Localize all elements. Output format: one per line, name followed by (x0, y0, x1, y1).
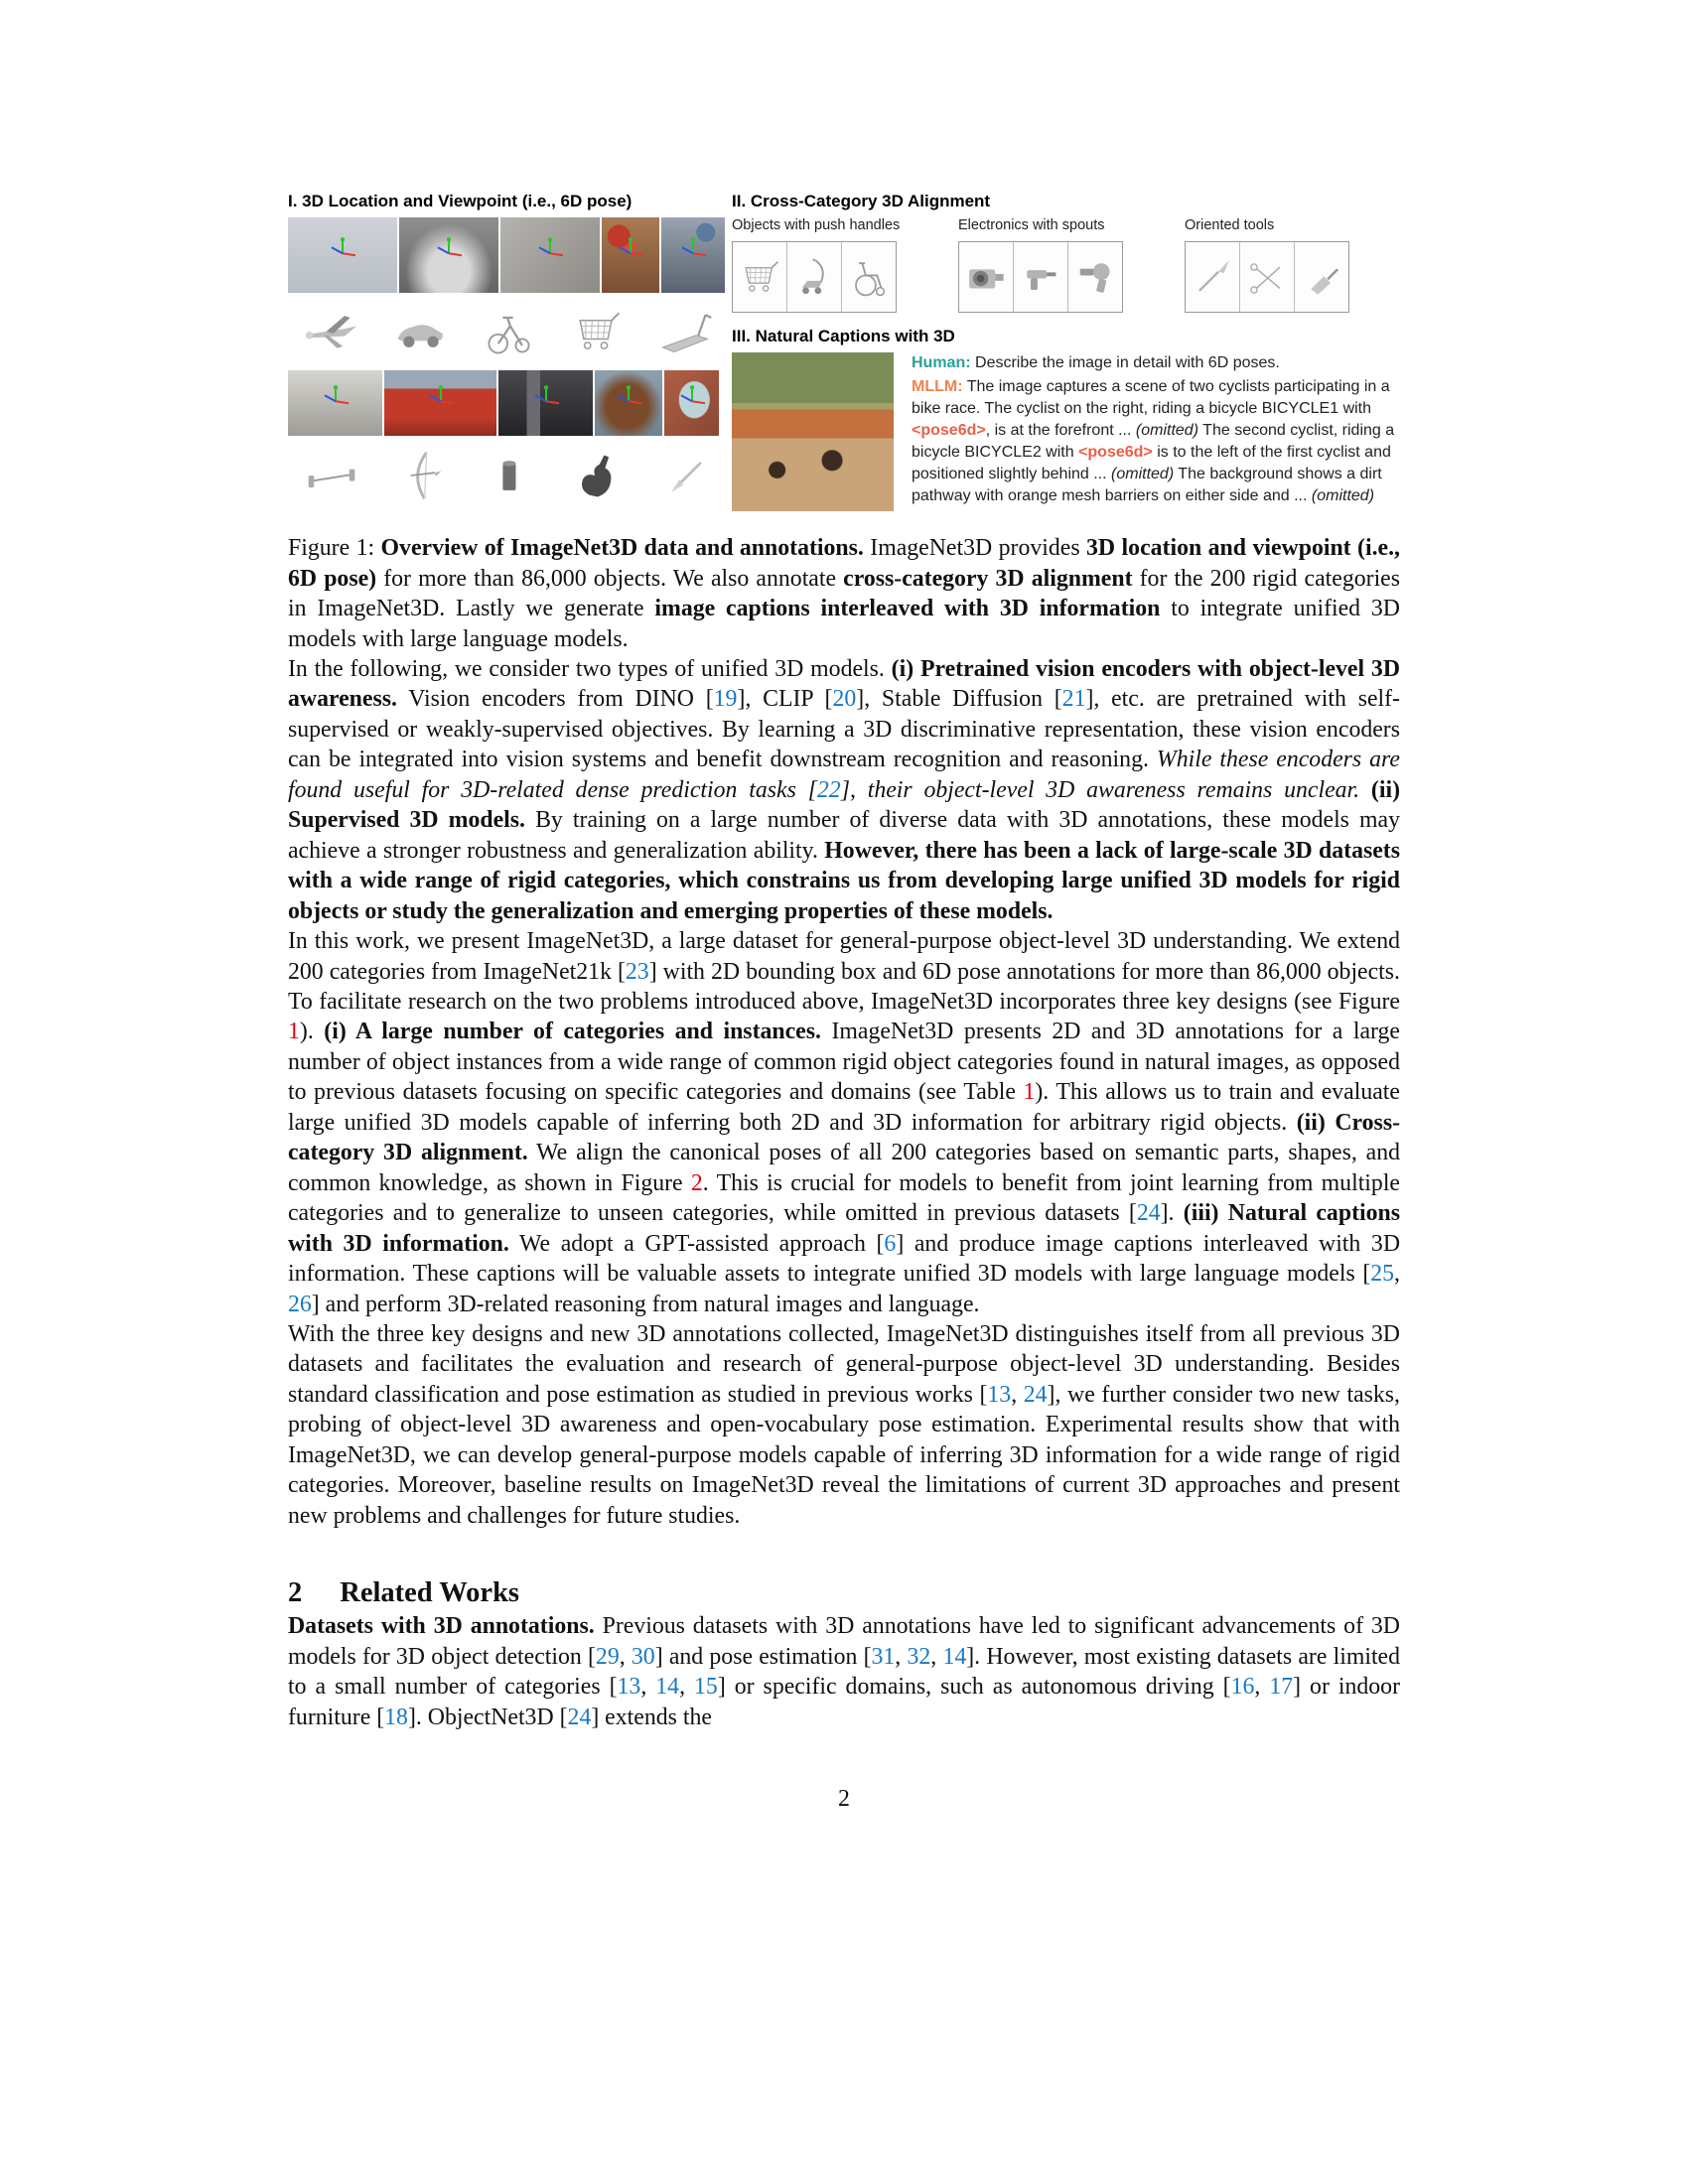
panel-2-title: II. Cross-Category 3D Alignment (732, 192, 991, 210)
hair-dryer-icon (1068, 242, 1122, 312)
text-segment: ]. (1160, 1200, 1184, 1227)
paper-content (288, 0, 1400, 1813)
alignment-group-box (1185, 241, 1349, 313)
photo-dark-room (498, 370, 593, 436)
text-segment: for more than 86,000 objects. We also annotate (376, 565, 844, 592)
figure-ref-link[interactable]: 1 (288, 1019, 300, 1045)
text-segment: While these encoders are found useful for 3D-related dense prediction tasks [ (288, 747, 1400, 803)
citation-link[interactable]: 20 (832, 686, 857, 713)
citation-link[interactable]: 21 (1061, 686, 1086, 713)
text-segment: (iii) Natural captions with 3D information. (288, 1200, 1400, 1257)
lawn-mower-icon (787, 242, 842, 312)
wheelchair-icon (842, 242, 896, 312)
figure-1 (288, 192, 1400, 515)
mllm-label: MLLM: (912, 378, 963, 395)
knife-icon (1186, 242, 1240, 312)
human-label: Human: (912, 354, 971, 371)
text-segment: (omitted) (1135, 422, 1199, 439)
panel-1-title: I. 3D Location and Viewpoint (i.e., 6D pose) (288, 192, 633, 210)
paragraph-datasets-3d-annotations (288, 1611, 1400, 1732)
alignment-group-2 (1185, 217, 1400, 313)
text-segment: By training on a large number of diverse data with 3D annotations, these models may achieve a stronger robustness and generalization ability. (288, 807, 1400, 864)
text-segment: , (640, 1674, 656, 1701)
alignment-group-1 (958, 217, 1185, 313)
photo-archers (384, 370, 496, 436)
photo-airplane (288, 217, 397, 293)
alignment-groups (732, 217, 1400, 313)
mllm-text (912, 378, 1394, 504)
text-segment: With the three key designs and new 3D annotations collected, ImageNet3D distinguishes itself from all previous 3D datasets and facilitates the evaluation and research of general-purpose object-level 3D understanding. Besides standard classification and pose estimation as studied in previous works [ (288, 1320, 1400, 1408)
citation-link[interactable]: 25 (1370, 1261, 1395, 1288)
text-segment: The image captures a scene of two cyclists participating in a bike race. The cyclist on the right, riding a bicycle BICYCLE1 with (912, 378, 1390, 417)
alignment-group-label: Objects with push handles (732, 217, 901, 233)
citation-link[interactable]: 19 (713, 686, 738, 713)
caption-dialogue (912, 352, 1400, 511)
text-segment: ] and produce image captions interleaved with 3D information. These captions will be valuable assets to integrate unified 3D models with large language models [ (288, 1230, 1401, 1288)
section-number: 2 (288, 1577, 303, 1609)
paragraph-imagenet3d-intro (288, 926, 1400, 1319)
text-segment: ], we further consider two new tasks, probing of object-level 3D awareness and open-vocabulary pose estimation. Experimental results show that with ImageNet3D, we can develop general-purpose models capable of inferring 3D information for a wide range of rigid categories. Moreover, baseline results on ImageNet3D reveal the limitations of current 3D approaches and present new problems and challenges for future studies. (288, 1381, 1401, 1529)
text-segment: ] and pose estimation [ (654, 1643, 872, 1670)
section-title: Related Works (340, 1577, 520, 1609)
text-segment: The second cyclist, riding a bicycle BICYCLE2 with (912, 422, 1395, 461)
text-segment: Vision encoders from DINO [ (396, 686, 714, 713)
cad-model-treadmill-icon (641, 295, 728, 368)
text-segment: ] with 2D bounding box and 6D pose annotations for more than 86,000 objects. To facilitate research on the two problems introduced above, ImageNet3D incorporates three key designs (see Figure (288, 958, 1400, 1015)
annotated-photo-row (288, 370, 725, 436)
citation-link[interactable]: 26 (288, 1291, 312, 1317)
cad-model-arrow-icon (641, 438, 728, 513)
cad-model-row (288, 295, 725, 368)
text-segment: (ii) Cross-category 3D alignment. (288, 1109, 1400, 1166)
text-segment: ). (299, 1019, 325, 1045)
citation-link[interactable]: 6 (884, 1230, 897, 1257)
alignment-group-0 (732, 217, 958, 313)
text-segment: ], their object-level 3D awareness remains unclear. (840, 776, 1360, 803)
alignment-group-label: Oriented tools (1185, 217, 1275, 233)
trowel-icon (1295, 242, 1348, 312)
text-segment: (ii) Supervised 3D models. (288, 776, 1400, 834)
citation-link[interactable]: 32 (907, 1643, 931, 1670)
figure-panel-3 (732, 327, 1400, 511)
cad-model-shopping-cart-icon (553, 295, 639, 368)
figure-panel-2 (732, 192, 1400, 313)
page-number: 2 (838, 1785, 850, 1812)
text-segment: cross-category 3D alignment (843, 565, 1133, 592)
cad-model-airplane-icon (288, 295, 374, 368)
figure-ref-link[interactable]: 1 (1023, 1079, 1036, 1106)
alignment-group-box (732, 241, 897, 313)
citation-link[interactable]: 13 (987, 1381, 1012, 1408)
text-segment: , (930, 1643, 943, 1670)
citation-link[interactable]: 16 (1230, 1674, 1255, 1701)
cad-model-can-icon (465, 438, 551, 513)
text-segment: We align the canonical poses of all 200 categories based on semantic parts, shapes, and common knowledge, as shown in Figure (288, 1140, 1400, 1196)
pose6d-token: <pose6d> (912, 422, 986, 439)
text-segment: image captions interleaved with 3D information (654, 596, 1161, 621)
text-segment: for the 200 rigid categories in ImageNet3D. Lastly we generate (288, 565, 1400, 621)
cyclists-photo (732, 352, 894, 511)
text-segment: (i) A large number of categories and instances. (324, 1019, 821, 1045)
text-segment: Figure 1: (288, 535, 381, 561)
figure-right-column (732, 192, 1400, 515)
cad-model-tricycle-icon (465, 295, 551, 368)
cad-model-barbell-icon (288, 438, 374, 513)
text-segment: Overview of ImageNet3D data and annotations. (380, 535, 864, 561)
text-segment: ] and perform 3D-related reasoning from natural images and language. (311, 1291, 980, 1317)
text-segment: , (895, 1643, 908, 1670)
figure-ref-link[interactable]: 2 (690, 1169, 703, 1196)
text-segment: , (619, 1643, 632, 1670)
text-segment: ]. ObjectNet3D [ (407, 1704, 568, 1730)
citation-link[interactable]: 15 (694, 1674, 718, 1701)
text-segment: (omitted) (1311, 487, 1375, 504)
text-segment: , (1394, 1261, 1400, 1288)
citation-link[interactable]: 18 (384, 1704, 408, 1730)
text-segment: Datasets with 3D annotations. (288, 1613, 595, 1640)
citation-link[interactable]: 24 (1023, 1381, 1048, 1408)
text-segment: (i) Pretrained vision encoders with object-level 3D awareness. (288, 656, 1401, 713)
text-segment: to integrate unified 3D models with large language models. (288, 596, 1400, 652)
figure-1-caption (288, 533, 1400, 654)
photo-store-shelf (602, 217, 659, 293)
alignment-group-label: Electronics with spouts (958, 217, 1105, 233)
figure-panel-1 (288, 192, 725, 515)
citation-link[interactable]: 29 (595, 1643, 620, 1670)
cad-model-bow-icon (376, 438, 463, 513)
text-segment: ] or indoor furniture [ (288, 1674, 1400, 1730)
cad-model-car-icon (376, 295, 463, 368)
human-prompt (912, 352, 1400, 374)
pose6d-token: <pose6d> (1078, 444, 1153, 461)
citation-link[interactable]: 31 (871, 1643, 896, 1670)
text-segment: ] or specific domains, such as autonomous driving [ (717, 1674, 1231, 1701)
alignment-group-box (958, 241, 1123, 313)
text-segment: ]. However, most existing datasets are limited to a small number of categories [ (288, 1643, 1401, 1701)
photo-car (399, 217, 498, 293)
text-segment: , (1011, 1381, 1024, 1408)
mllm-response (912, 376, 1400, 507)
drill-icon (1014, 242, 1068, 312)
text-segment: is to the left of the first cyclist and positioned slightly behind ... (912, 444, 1391, 482)
photo-treadmill-room (661, 217, 725, 293)
text-segment: In this work, we present ImageNet3D, a large dataset for general-purpose object-level 3D understanding. We extend 200 categories from ImageNet21k [ (288, 928, 1400, 985)
citation-link[interactable]: 17 (1269, 1674, 1294, 1701)
cad-model-row (288, 438, 725, 513)
text-segment: 3D location and viewpoint (i.e., 6D pose) (288, 535, 1400, 592)
citation-link[interactable]: 14 (942, 1643, 967, 1670)
text-segment: ], etc. are pretrained with self-supervised or weakly-supervised objectives. By learning a 3D discriminative representation, these vision encoders can be integrated into vision systems and benefit downstream recognition and reasoning. (288, 686, 1400, 773)
shopping-cart-icon (733, 242, 787, 312)
text-segment: ImageNet3D provides (863, 535, 1087, 561)
paragraph-contributions (288, 1319, 1400, 1531)
cad-model-violin-icon (553, 438, 639, 513)
citation-link[interactable]: 24 (1136, 1200, 1161, 1227)
text-segment: . This is crucial for models to benefit from joint learning from multiple categories and to generalize to unseen categories, while omitted in previous datasets [ (288, 1169, 1400, 1227)
text-segment: However, there has been a lack of large-scale 3D datasets with a wide range of rigid categories, which constrains us from developing large unified 3D models for rigid objects or study the generalization and emerging properties of these models. (288, 837, 1400, 924)
text-segment: We adopt a GPT-assisted approach [ (508, 1230, 885, 1257)
text-segment: ], Stable Diffusion [ (856, 686, 1062, 713)
text-segment: , (679, 1674, 695, 1701)
text-segment: , (1254, 1674, 1270, 1701)
text-segment: In the following, we consider two types of unified 3D models. (288, 656, 892, 682)
text-segment: ] extends the (591, 1704, 712, 1730)
paragraph-unified-3d-models (288, 654, 1400, 926)
text-segment (1359, 777, 1371, 803)
citation-link[interactable]: 14 (655, 1674, 680, 1701)
annotated-photo-row (288, 217, 725, 293)
citation-link[interactable]: 13 (617, 1674, 641, 1701)
section-heading-related-works (288, 1575, 1400, 1611)
photo-tricycle (500, 217, 600, 293)
text-segment: , is at the forefront ... (985, 422, 1136, 439)
photo-gym-barbell (288, 370, 382, 436)
human-text: Describe the image in detail with 6D poses. (970, 354, 1280, 371)
text-segment: Previous datasets with 3D annotations have led to significant advancements of 3D models for 3D object detection [ (288, 1613, 1400, 1670)
citation-link[interactable]: 23 (625, 958, 649, 985)
citation-link[interactable]: 30 (631, 1643, 655, 1670)
citation-link[interactable]: 24 (567, 1704, 592, 1730)
pose-annotation-grid (288, 217, 725, 513)
photo-violin (595, 370, 662, 436)
text-segment: (omitted) (1111, 466, 1175, 482)
text-segment: ImageNet3D presents 2D and 3D annotations for a large number of object instances from a wide range of common rigid object categories found in natural images, as opposed to previous datasets focusing on specific categories and domains (see Table (288, 1019, 1400, 1106)
text-segment: ], CLIP [ (737, 686, 833, 713)
camera-icon (959, 242, 1014, 312)
scissors-icon (1240, 242, 1295, 312)
text-segment: The background shows a dirt pathway with orange mesh barriers on either side and ... (912, 466, 1382, 504)
citation-link[interactable]: 22 (816, 776, 841, 803)
photo-kite (664, 370, 719, 436)
panel-3-title: III. Natural Captions with 3D (732, 327, 955, 345)
text-segment: ). This allows us to train and evaluate large unified 3D models capable of inferring both 2D and 3D information for arbitrary rigid objects. (288, 1079, 1400, 1136)
